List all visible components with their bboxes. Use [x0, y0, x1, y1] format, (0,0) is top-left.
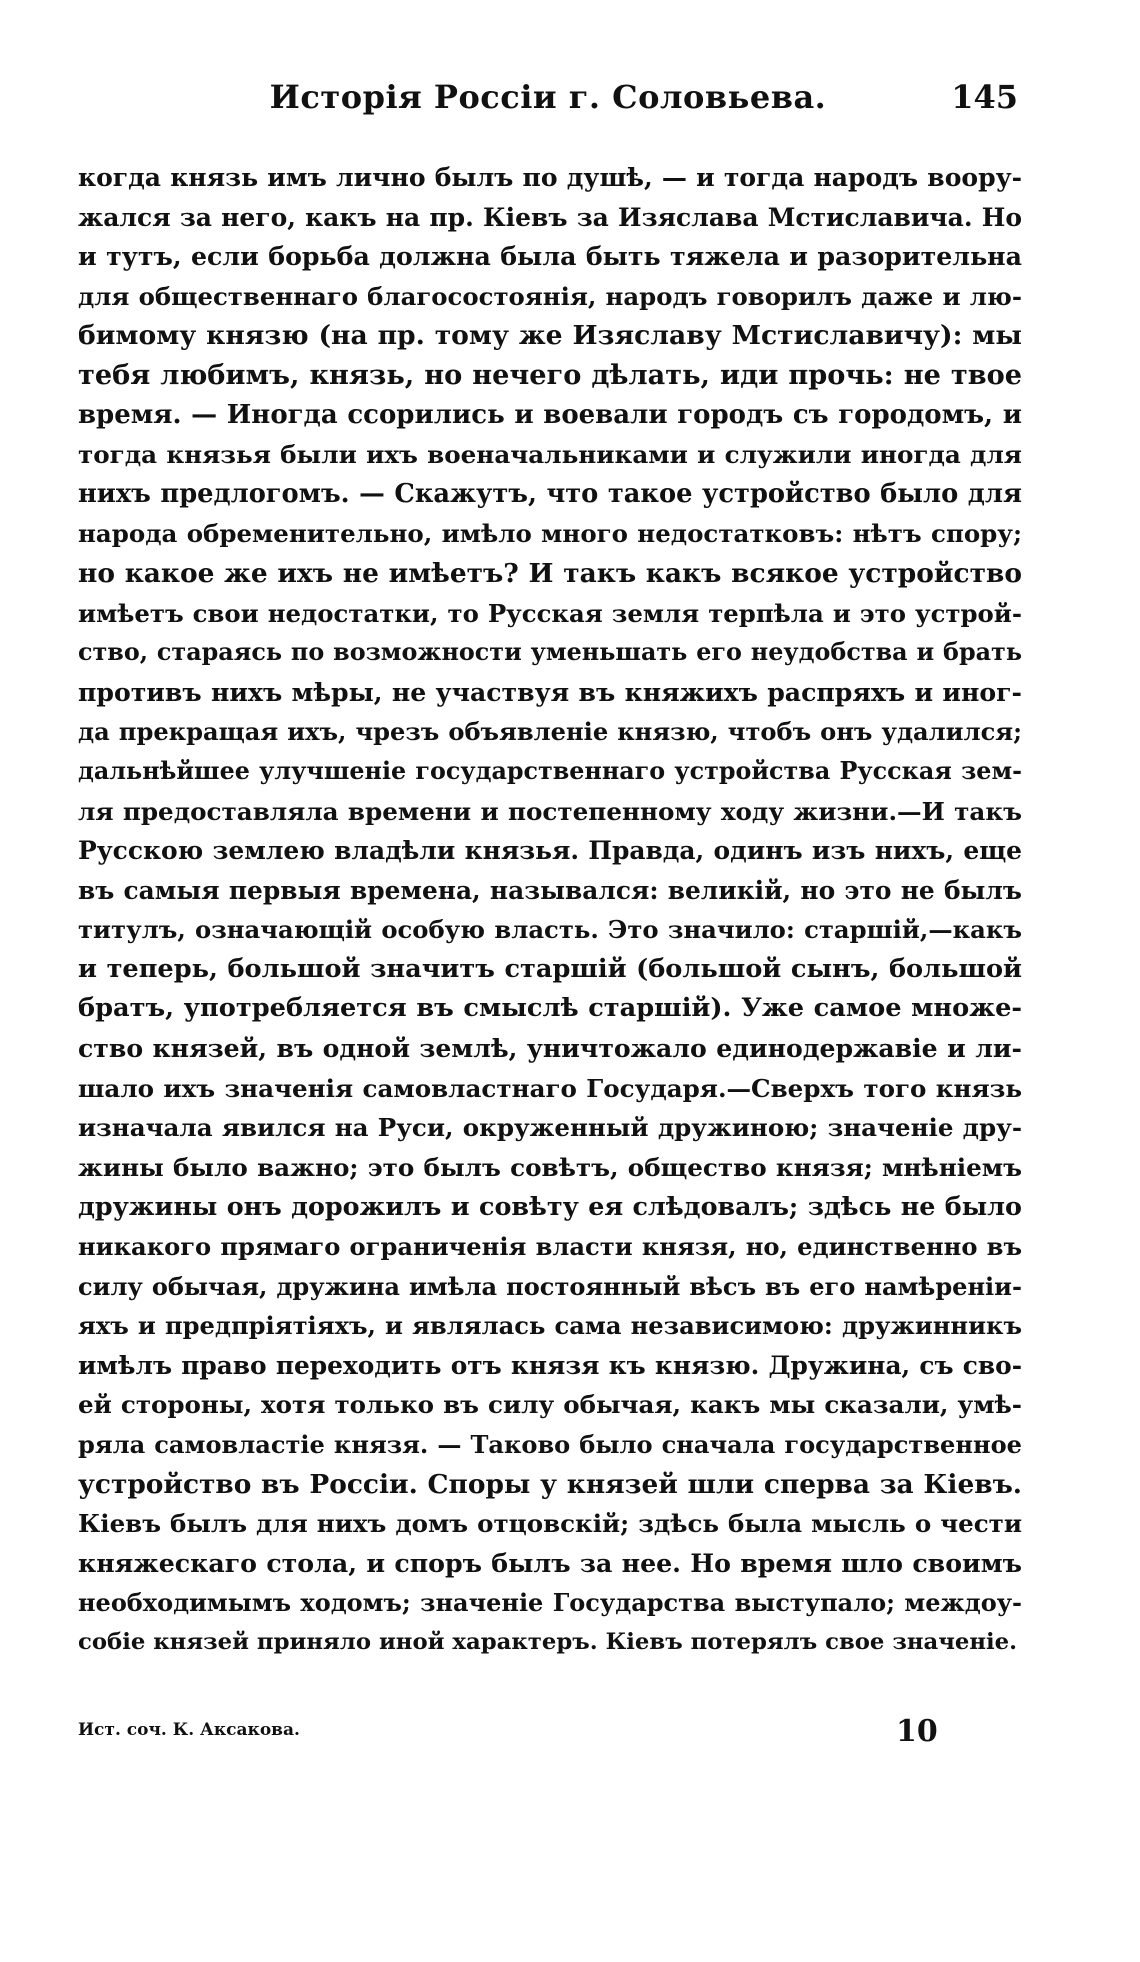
text-line: и тутъ, если борьба должна была быть тяжела и разорительна	[78, 241, 1022, 272]
text-line: противъ нихъ мѣры, не участвуя въ княжихъ распряхъ и иног-	[78, 676, 1022, 707]
text-line: ряла самовластіе князя. — Таково было сначала государственное	[78, 1430, 1022, 1459]
body-text	[78, 158, 1022, 1663]
text-line: титулъ, означающій особую власть. Это значило: старшій,—какъ	[78, 915, 1022, 945]
text-line: ей стороны, хотя только въ силу обычая, какъ мы сказали, умѣ-	[78, 1390, 1022, 1420]
text-line: Кіевъ былъ для нихъ домъ отцовскій; здѣсь была мысль о чести	[78, 1509, 1022, 1539]
text-line: время. — Иногда ссорились и воевали городъ съ городомъ, и	[78, 399, 1022, 430]
text-line: собіе князей приняло иной характеръ. Кіевъ потерялъ свое значеніе.	[78, 1628, 1018, 1655]
text-line: княжескаго стола, и споръ былъ за нее. Но время шло своимъ	[78, 1547, 1022, 1578]
text-line: и теперь, большой значитъ старшій (большой сынъ, большой	[78, 953, 1022, 984]
text-line: въ самыя первыя времена, назывался: великій, но это не былъ	[78, 875, 1022, 905]
text-line: ство князей, въ одной землѣ, уничтожало единодержавіе и ли-	[78, 1033, 1022, 1064]
text-line: но какое же ихъ не имѣетъ? И такъ какъ всякое устройство	[78, 557, 1022, 589]
text-line: нихъ предлогомъ. — Скажутъ, что такое устройство было для	[78, 478, 1022, 509]
text-line: силу обычая, дружина имѣла постоянный вѣсъ въ его намѣреніи-	[78, 1271, 1022, 1301]
text-line: имѣлъ право переходить отъ князя къ князю. Дружина, съ сво-	[78, 1350, 1022, 1380]
text-line: бимому князю (на пр. тому же Изяславу Мстиславичу): мы	[78, 320, 1022, 352]
text-line: ля предоставляла времени и постепенному ходу жизни.—И такъ	[78, 796, 1022, 826]
text-line: народа обременительно, имѣло много недостатковъ: нѣтъ спору;	[78, 519, 1022, 549]
text-line: устройство въ Россіи. Споры у князей шли сперва за Кіевъ.	[78, 1468, 1022, 1500]
text-line: когда князь имъ лично былъ по душѣ, — и тогда народъ воору-	[78, 162, 1022, 192]
text-line: дружины онъ дорожилъ и совѣту ея слѣдовалъ; здѣсь не было	[78, 1191, 1022, 1222]
text-line: изначала явился на Руси, окруженный дружиною; значеніе дру-	[78, 1113, 1022, 1143]
text-line: тебя любимъ, князь, но нечего дѣлать, иди прочь: не твое	[78, 358, 1022, 391]
page-header	[78, 78, 1018, 128]
running-title: Исторія Россіи г. Соловьева.	[269, 78, 827, 116]
signature-number: 10	[896, 1714, 938, 1749]
text-line: шало ихъ значенія самовластнаго Государя.—Сверхъ того князь	[78, 1073, 1022, 1103]
text-line: Русскою землею владѣли князья. Правда, одинъ изъ нихъ, еще	[78, 836, 1022, 866]
text-line: тогда князья были ихъ военачальниками и служили иногда для	[78, 440, 1022, 470]
printer-signature: Ист. соч. К. Аксакова.	[78, 1720, 300, 1740]
text-line: яхъ и предпріятіяхъ, и являлась сама независимою: дружинникъ	[78, 1311, 1022, 1341]
text-line: да прекращая ихъ, чрезъ объявленіе князю, чтобъ онъ удалился;	[78, 717, 1022, 747]
text-line: имѣетъ свои недостатки, то Русская земля терпѣла и это устрой-	[78, 598, 1022, 628]
text-line: необходимымъ ходомъ; значеніе Государства выступало; междоу-	[78, 1588, 1022, 1618]
text-line: жины было важно; это былъ совѣтъ, общество князя; мнѣніемъ	[78, 1152, 1022, 1182]
page-number: 145	[951, 78, 1018, 116]
text-line: ство, стараясь по возможности уменьшать его неудобства и брать	[78, 638, 1022, 667]
text-line: для общественнаго благосостоянія, народъ говорилъ даже и лю-	[78, 281, 1022, 311]
page-footer	[78, 1714, 1022, 1754]
text-line: жался за него, какъ на пр. Кіевъ за Изяслава Мстиславича. Но	[78, 202, 1022, 232]
text-line: дальнѣйшее улучшеніе государственнаго устройства Русская зем-	[78, 756, 1022, 785]
text-line: никакого прямаго ограниченія власти князя, но, единственно въ	[78, 1232, 1022, 1262]
text-line: братъ, употребляется въ смыслѣ старшій). Уже самое множе-	[78, 993, 1022, 1024]
